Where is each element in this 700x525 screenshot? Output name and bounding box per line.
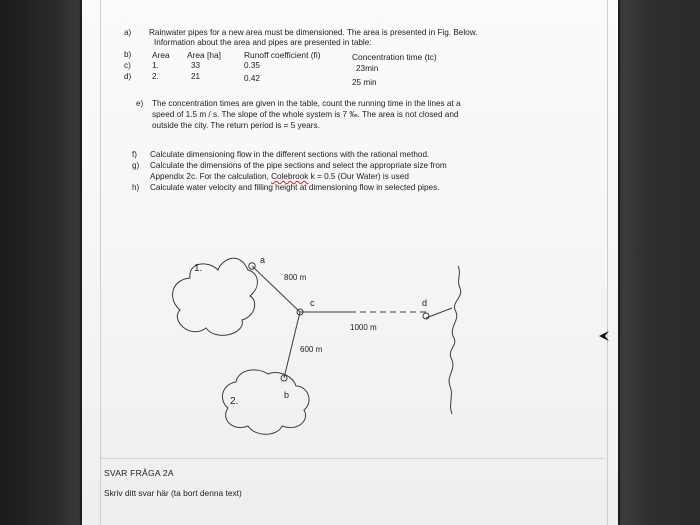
mouse-cursor-icon [598,330,610,342]
question-g-line2-start: Appendix 2c. For the calculation, [150,172,272,181]
screen-bezel-right [620,0,700,525]
question-e-line1: The concentration times are given in the table, count the running time in the lines at a [152,99,461,108]
question-g-line2 [150,172,409,182]
marker-g: g) [132,161,140,170]
table-header-runoff: Runoff coefficient (fi) [244,50,321,60]
table-row1-time: 23min [356,64,379,73]
screen-bezel-left [0,0,80,525]
marker-f: f) [132,150,138,159]
length-a-c: 800 m [284,273,307,282]
question-e-line2: speed of 1.5 m / s. The slope of the whole system is 7 ‰. The area is not closed and [152,110,459,119]
marker-d: d) [124,72,132,81]
marker-a: a) [124,28,132,37]
area-2-label: 2. [230,396,239,407]
table-row2-runoff: 0.42 [244,74,260,83]
table-row2-time: 25 min [352,78,377,87]
question-a-line2: Information about the area and pipes are presented in table: [154,38,372,47]
marker-h: h) [132,183,140,192]
area-1-boundary [173,258,258,335]
node-b-label: b [284,390,290,400]
answer-separator [101,458,605,459]
pipe-network-figure [160,200,480,450]
table-header-area-ha: Area [ha] [187,50,221,60]
table-header-area: Area [152,50,170,60]
colebrook-word: Colebrook [271,172,309,181]
question-g-line1: Calculate the dimensions of the pipe sections and select the appropriate size from [150,161,447,170]
question-h-text: Calculate water velocity and filling height at dimensioning flow in selected pipes. [150,183,440,192]
table-row1-ha: 33 [191,61,201,70]
marker-c: c) [124,61,131,70]
length-c-d: 1000 m [350,323,377,332]
marker-b: b) [124,50,132,59]
question-e-line3: outside the city. The return period is = 5 years. [152,121,320,130]
river [449,266,461,414]
marker-e: e) [136,99,144,108]
table-row1-runoff: 0.35 [244,61,260,70]
node-c-label: c [310,298,315,308]
node-d-label: d [422,298,428,308]
node-a-label: a [260,255,266,265]
answer-text-field[interactable]: Skriv ditt svar här (ta bort denna text) [104,488,242,498]
question-f-text: Calculate dimensioning flow in the different sections with the rational method. [150,150,430,159]
pipe-d-outlet [426,308,452,318]
table-header-conc-time: Concentration time (tc) [352,52,437,62]
table-row2-area: 2. [152,72,159,81]
question-g-line2-end: k = 0.5 (Our Water) is used [308,172,409,181]
question-a-line1: Rainwater pipes for a new area must be dimensioned. The area is presented in Fig. Below. [149,28,478,37]
table-row2-ha: 21 [191,72,201,81]
node-d-marker [423,313,429,319]
length-c-b: 600 m [300,345,323,354]
area-1-label: 1. [194,263,203,274]
answer-title: SVAR FRÅGA 2A [104,468,174,478]
table-row1-area: 1. [152,61,159,70]
pipe-c-b [284,312,300,378]
